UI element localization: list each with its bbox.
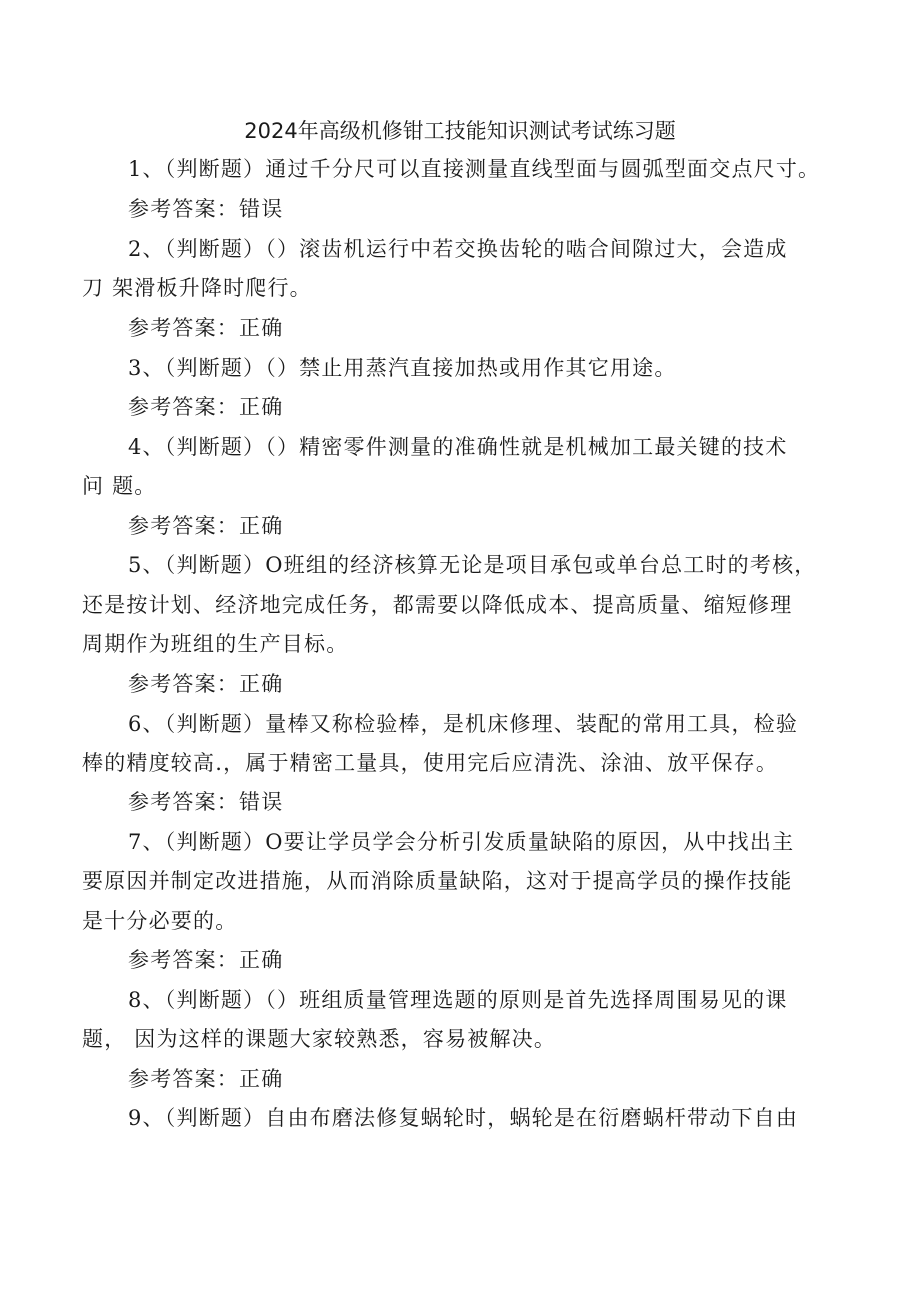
- question-7-answer: 参考答案：正确: [128, 948, 284, 972]
- question-8-answer: 参考答案：正确: [128, 1067, 284, 1091]
- question-3-answer: 参考答案：正确: [128, 395, 284, 419]
- question-5-line-1: 5、（判断题）O班组的经济核算无论是项目承包或单台总工时的考核，: [128, 553, 817, 577]
- question-2-answer: 参考答案：正确: [128, 316, 284, 340]
- question-9-line-1: 9、（判断题）自由布磨法修复蜗轮时，蜗轮是在衍磨蜗杆带动下自由: [128, 1106, 799, 1130]
- question-7-line-1: 7、（判断题）O要让学员学会分析引发质量缺陷的原因，从中找出主: [128, 830, 795, 854]
- question-8-line-1: 8、（判断题）（）班组质量管理选题的原则是首先选择周围易见的课: [128, 988, 788, 1012]
- question-5-line-2: 还是按计划、经济地完成任务，都需要以降低成本、提高质量、缩短修理: [82, 593, 793, 617]
- question-7-line-3: 是十分必要的。: [82, 909, 238, 933]
- question-6-answer: 参考答案：错误: [128, 790, 284, 814]
- question-7-line-2: 要原因并制定改进措施，从而消除质量缺陷，这对于提高学员的操作技能: [82, 869, 793, 893]
- question-1-line-1: 1、（判断题）通过千分尺可以直接测量直线型面与圆弧型面交点尺寸。: [128, 157, 821, 181]
- document-title: 2024年高级机修钳工技能知识测试考试练习题: [244, 119, 676, 143]
- question-5-answer: 参考答案：正确: [128, 672, 284, 696]
- question-4-line-1: 4、（判断题）（）精密零件测量的准确性就是机械加工最关键的技术: [128, 435, 788, 459]
- question-5-line-3: 周期作为班组的生产目标。: [82, 632, 349, 656]
- question-6-line-2: 棒的精度较高.，属于精密工量具，使用完后应清洗、涂油、放平保存。: [82, 751, 779, 775]
- question-4-line-2: 问 题。: [82, 474, 157, 498]
- question-4-answer: 参考答案：正确: [128, 514, 284, 538]
- question-1-answer: 参考答案：错误: [128, 197, 284, 221]
- question-6-line-1: 6、（判断题）量棒又称检验棒，是机床修理、装配的常用工具，检验: [128, 712, 799, 736]
- question-8-line-2: 题， 因为这样的课题大家较熟悉，容易被解决。: [82, 1027, 557, 1051]
- question-2-line-1: 2、（判断题）（）滚齿机运行中若交换齿轮的啮合间隙过大，会造成: [128, 237, 788, 261]
- question-3-line-1: 3、（判断题）（）禁止用蒸汽直接加热或用作其它用途。: [128, 356, 677, 380]
- question-2-line-2: 刀 架滑板升降时爬行。: [82, 276, 312, 300]
